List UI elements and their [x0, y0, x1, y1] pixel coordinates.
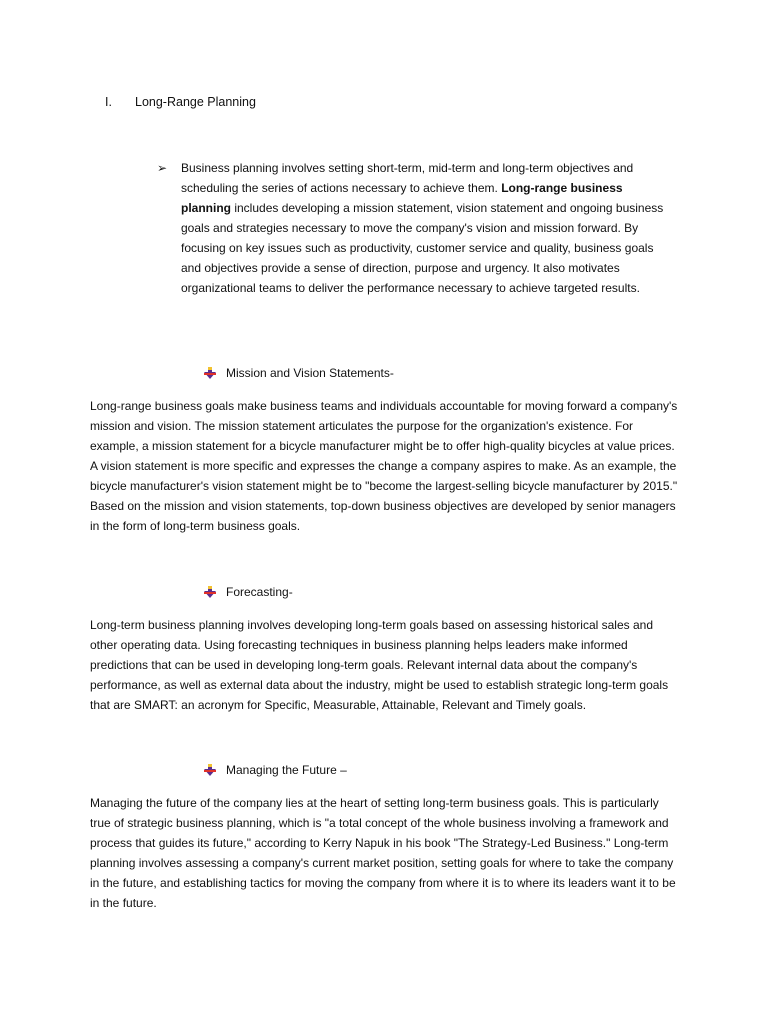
section-number: I.: [105, 95, 112, 109]
subsection-heading-managing-future: [203, 760, 347, 780]
subsection-title: Mission and Vision Statements-: [226, 366, 394, 380]
arrow-bullet-icon: [203, 764, 217, 776]
intro-text: [181, 158, 672, 298]
section-title: Long-Range Planning: [135, 95, 256, 109]
subsection-body-mission-vision: Long-range business goals make business teams and individuals accountable for moving forward a company's mission and vision. The mission statement articulates the purpose for the organization's existence. For example, a mission statement for a bicycle manufacturer might be to offer high-quality bicycles at value prices. A vision statement is more specific and expresses the change a company aspires to make. As an example, the bicycle manufacturer's vision statement might be to "become the largest-selling bicycle manufacturer by 2015." Based on the mission and vision statements, top-down business objectives are developed by senior managers in the form of long-term business goals.: [90, 399, 678, 533]
arrow-bullet-icon: ➢: [157, 161, 168, 175]
subsection-title: Managing the Future –: [226, 763, 347, 777]
intro-text-bold: Long-range business planning: [181, 181, 623, 215]
subsection-title: Forecasting-: [226, 585, 293, 599]
arrow-bullet-icon: [203, 586, 217, 598]
subsection-heading-mission-vision: [203, 363, 394, 383]
subsection-body-managing-future: Managing the future of the company lies at the heart of setting long-term business goals. This is particularly true of strategic business planning, which is "a total concept of the whole business involving a framework and process that guides its future," according to Kerry Napuk in his book "The Strategy-Led Business." Long-term planning involves assessing a company's current market position, setting goals for where to take the company in the future, and establishing tactics for moving the company from where it is to where its leaders want it to be in the future.: [90, 796, 676, 910]
subsection-body-forecasting: Long-term business planning involves developing long-term goals based on assessing historical sales and other operating data. Using forecasting techniques in business planning helps leaders make informed predictions that can be used in developing long-term goals. Relevant internal data about the company's performance, as well as external data about the industry, might be used to establish strategic long-term goals that are SMART: an acronym for Specific, Measurable, Attainable, Relevant and Timely goals.: [90, 618, 669, 712]
subsection-heading-forecasting: [203, 582, 293, 602]
intro-text-part3: includes developing a mission statement, vision statement and ongoing business goals and strategies necessary to move the company's vision and mission forward. By focusing on key issues such as productivity, customer service and quality, business goals and objectives provide a sense of direction, purpose and urgency. It also motivates organizational teams to deliver the performance necessary to achieve targeted results.: [181, 201, 664, 295]
section-heading: [105, 92, 256, 112]
arrow-bullet-icon: [203, 367, 217, 379]
intro-text-part1: Business planning involves setting short-term, mid-term and long-term objectives and scheduling the series of actions necessary to achieve them.: [181, 161, 634, 195]
intro-bullet-paragraph: [157, 158, 672, 298]
